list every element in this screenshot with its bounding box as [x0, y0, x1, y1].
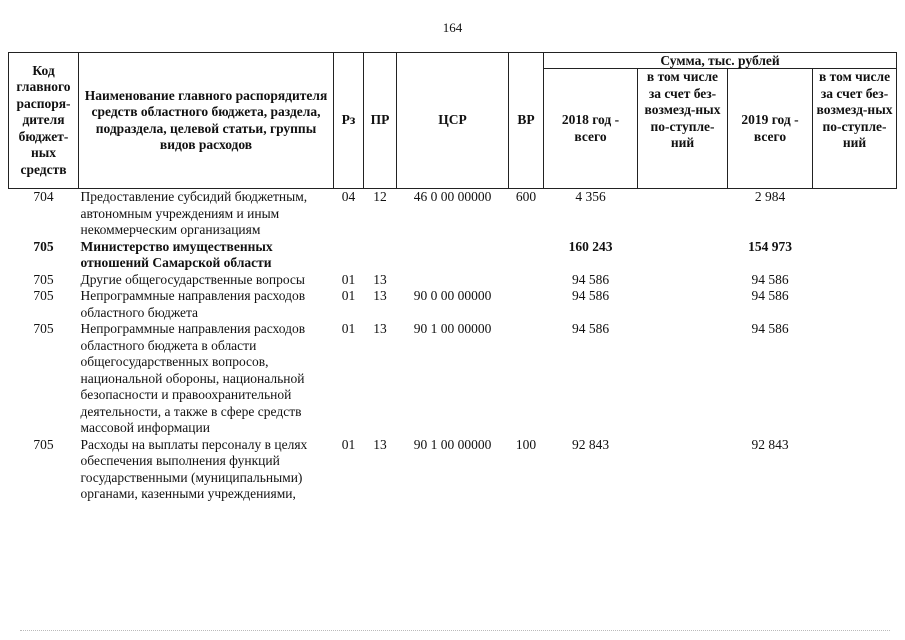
cell-2019-total: 94 586 [751, 271, 789, 287]
header-rz: Рз [334, 53, 364, 189]
header-name: Наименование главного распорядителя средств областного бюджета, раздела, подраздела, целевой статьи, группы видов расходов [79, 53, 334, 189]
cell-code: 704 [33, 189, 54, 204]
cell-vr [509, 239, 544, 272]
cell-code: 705 [33, 321, 54, 336]
cell-name: Предоставление субсидий бюджетным, автономным учреждениям и иным некоммерческим организациям [80, 189, 308, 237]
cell-pr [364, 239, 397, 272]
cell-csr [397, 272, 509, 289]
header-csr: ЦСР [397, 53, 509, 189]
cell-2019-free [813, 437, 897, 503]
cell-rz [334, 239, 364, 272]
cell-rz: 01 [341, 271, 356, 287]
table-row [9, 189, 897, 239]
cell-name: Расходы на выплаты персоналу в целях обеспечения выполнения функций государственными (муниципальными) органами, казенными учреждениями, [80, 436, 308, 501]
cell-name: Министерство имущественных отношений Самарской области [80, 238, 273, 270]
cell-2019-free [813, 189, 897, 239]
cell-2019-total: 2 984 [754, 189, 786, 204]
cell-csr: 90 1 00 00000 [413, 321, 492, 336]
table-row [9, 272, 897, 289]
cell-2019-free [813, 288, 897, 321]
cell-2019-free [813, 272, 897, 289]
cell-2018-free [638, 272, 728, 289]
cell-pr: 13 [373, 288, 387, 303]
cell-rz: 01 [341, 288, 356, 303]
cell-pr: 12 [373, 189, 387, 204]
header-2019-total: 2019 год - всего [728, 69, 813, 189]
cell-rz: 01 [341, 436, 356, 452]
header-pr: ПР [364, 53, 397, 189]
cell-2018-total: 92 843 [571, 436, 610, 452]
table-header [9, 53, 897, 189]
cell-2018-free [638, 239, 728, 272]
cell-2018-free [638, 189, 728, 239]
table-row [9, 437, 897, 503]
cell-2018-total: 94 586 [571, 321, 610, 336]
table-row [9, 239, 897, 272]
cell-2018-free [638, 288, 728, 321]
header-2018-total: 2018 год - всего [544, 69, 638, 189]
cell-pr: 13 [373, 436, 387, 452]
page-number: 164 [442, 20, 463, 35]
cell-vr [509, 272, 544, 289]
cell-2018-total: 4 356 [575, 189, 606, 204]
header-2018-free: в том числе за счет без-возмезд-ных по-ступле-ний [638, 69, 728, 189]
table-row [9, 321, 897, 437]
cell-vr: 600 [515, 189, 537, 204]
cell-csr: 90 0 00 00000 [413, 288, 492, 303]
cell-2018-total: 94 586 [571, 288, 610, 303]
cell-csr: 90 1 00 00000 [413, 436, 492, 452]
cell-2018-free [638, 321, 728, 437]
cell-code: 705 [33, 288, 54, 303]
scan-edge-divider [20, 630, 890, 632]
cell-code: 705 [33, 238, 54, 254]
cell-2018-free [638, 437, 728, 503]
header-sum: Сумма, тыс. рублей [544, 53, 897, 69]
cell-vr [509, 321, 544, 437]
cell-vr: 100 [515, 436, 537, 452]
cell-vr [509, 288, 544, 321]
cell-2019-free [813, 239, 897, 272]
cell-2019-total: 94 586 [751, 288, 789, 303]
header-code: Код главного распоря-дителя бюджет-ных средств [9, 53, 79, 189]
cell-2018-total: 160 243 [568, 238, 613, 254]
cell-code: 705 [33, 436, 54, 452]
cell-csr [397, 239, 509, 272]
table-row [9, 288, 897, 321]
cell-rz: 04 [341, 189, 356, 204]
cell-csr: 46 0 00 00000 [413, 189, 492, 204]
cell-code: 705 [33, 271, 54, 287]
cell-2019-free [813, 321, 897, 437]
cell-2019-total: 92 843 [751, 436, 789, 452]
cell-pr: 13 [373, 271, 387, 287]
cell-name: Непрограммные направления расходов областного бюджета в области общегосударственных вопросов, национальной обороны, национальной безопасности и правоохранительной деятельности, а также в сфере средств массовой информации [80, 321, 306, 435]
cell-pr: 13 [373, 321, 387, 336]
header-2019-free: в том числе за счет без-возмезд-ных по-ступле-ний [813, 69, 897, 189]
cell-2019-total: 94 586 [751, 321, 789, 336]
cell-name: Другие общегосударственные вопросы [80, 271, 305, 287]
cell-rz: 01 [341, 321, 356, 336]
cell-2019-total: 154 973 [748, 238, 792, 254]
budget-table [8, 52, 897, 503]
header-vr: ВР [509, 53, 544, 189]
cell-name: Непрограммные направления расходов областного бюджета [80, 288, 306, 320]
cell-2018-total: 94 586 [571, 271, 610, 287]
